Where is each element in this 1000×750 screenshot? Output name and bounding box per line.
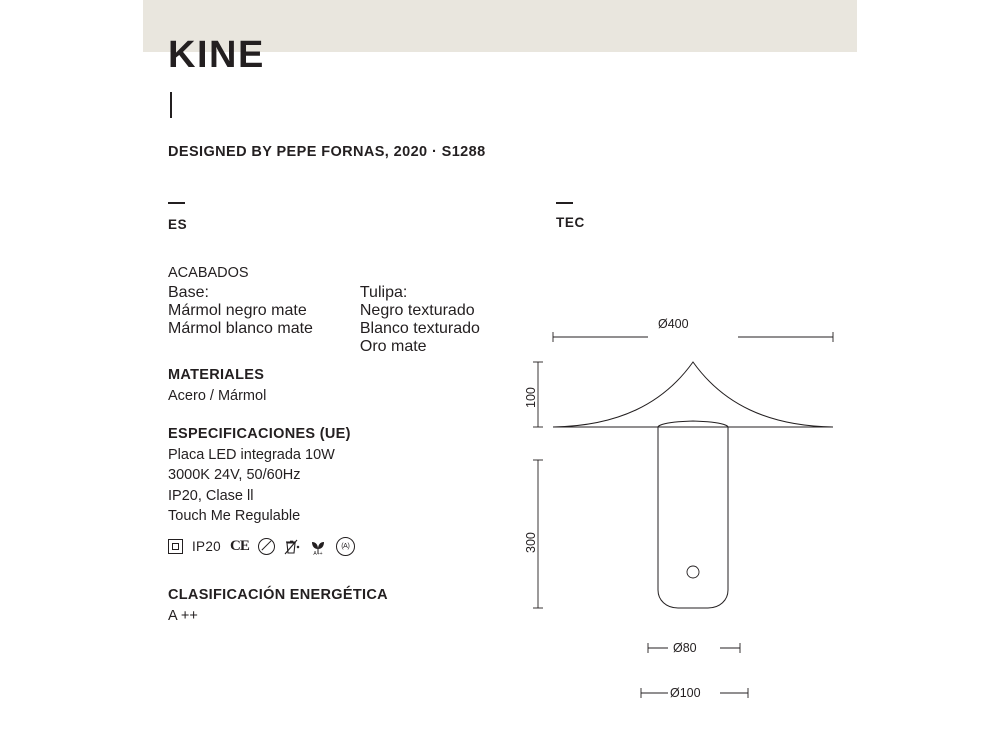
clasificacion-heading: CLASIFICACIÓN ENERGÉTICA	[168, 587, 388, 603]
especificaciones-block	[168, 424, 351, 527]
materiales-value: Acero / Mármol	[168, 387, 267, 404]
dimension-body-height: 300	[524, 532, 538, 553]
especificaciones-heading: ESPECIFICACIONES (UE)	[168, 426, 351, 442]
dimension-top-diameter: Ø400	[658, 317, 689, 331]
dimension-shade-height: 100	[524, 387, 538, 408]
base-option: Mármol blanco mate	[168, 320, 313, 337]
base-option: Mármol negro mate	[168, 302, 307, 319]
tulipa-label: Tulipa:	[359, 284, 408, 301]
clasificacion-block	[168, 585, 388, 626]
acabados-columns	[168, 284, 528, 356]
especificaciones-line: Placa LED integrada 10W	[168, 446, 335, 463]
tulipa-option: Oro mate	[359, 338, 427, 355]
lamp-dimension-drawing	[498, 300, 918, 720]
class-ii-icon	[168, 539, 183, 554]
dimension-base-top: Ø80	[673, 641, 697, 655]
dimension-base-bottom: Ø100	[670, 686, 701, 700]
page-title: KINE	[168, 34, 265, 76]
ce-mark-icon: CE	[229, 537, 249, 554]
product-code: S1288	[441, 144, 486, 160]
especificaciones-line: IP20, Clase ll	[168, 487, 254, 504]
svg-text:A++: A++	[313, 551, 323, 555]
no-uv-icon	[258, 538, 275, 555]
certification-icon-row	[168, 535, 364, 557]
ip-rating-label: IP20	[192, 538, 221, 554]
separator-dot: ·	[431, 144, 438, 160]
weee-bin-icon	[284, 538, 300, 555]
acabados-heading: ACABADOS	[168, 265, 249, 281]
tec-column-label: TEC	[556, 215, 585, 230]
tulipa-option: Blanco texturado	[359, 320, 480, 337]
es-column-label: ES	[168, 217, 188, 232]
title-rule	[170, 92, 172, 118]
designed-by-line	[168, 144, 486, 160]
technical-drawing	[498, 300, 918, 720]
especificaciones-line: Touch Me Regulable	[168, 508, 301, 524]
tec-column-dash	[556, 202, 573, 204]
designer-text: DESIGNED BY PEPE FORNAS, 2020	[168, 144, 428, 160]
base-column	[168, 284, 360, 356]
eco-leaf-icon	[309, 537, 327, 555]
materiales-heading: MATERIALES	[168, 367, 265, 383]
energy-label-icon: (A)	[336, 537, 355, 556]
clasificacion-value: A ++	[168, 607, 198, 624]
base-label: Base:	[168, 284, 209, 301]
materiales-block	[168, 365, 266, 406]
especificaciones-line: 3000K 24V, 50/60Hz	[168, 467, 301, 483]
es-column-dash	[168, 202, 185, 204]
tulipa-option: Negro texturado	[359, 302, 475, 319]
